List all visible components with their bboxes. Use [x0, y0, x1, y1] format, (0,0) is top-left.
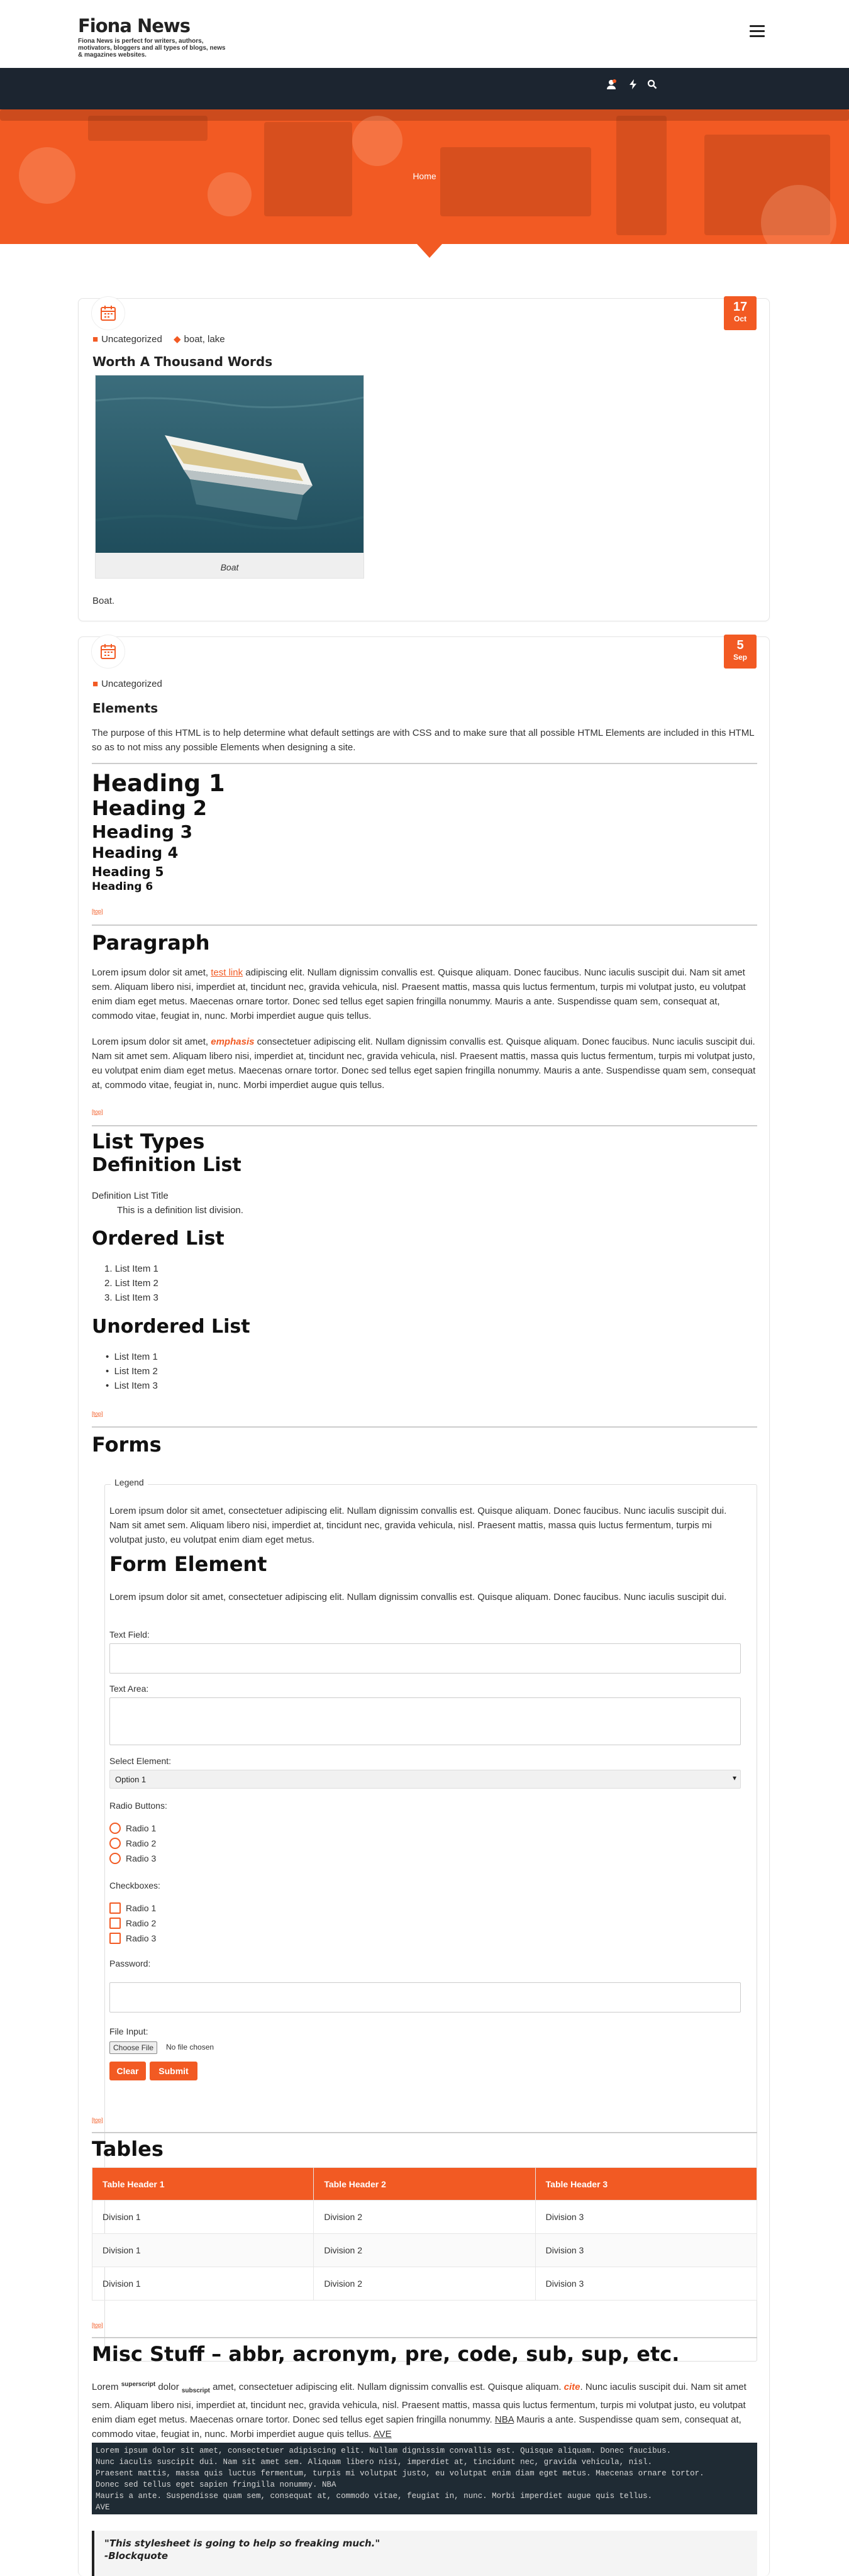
heading-2: Heading 2: [92, 796, 208, 820]
radio-2-label: Radio 2: [126, 1838, 157, 1848]
top-link[interactable]: [top]: [92, 1109, 103, 1115]
hero-pointer: [417, 244, 442, 258]
heading-4: Heading 4: [92, 844, 179, 862]
checkbox-2-label: Radio 2: [126, 1918, 157, 1928]
text-area-label: Text Area:: [109, 1684, 149, 1694]
submit-button[interactable]: Submit: [150, 2062, 197, 2080]
definition-list-title: Definition List: [92, 1154, 241, 1176]
bolt-icon[interactable]: [628, 79, 639, 91]
post-date: 17 Oct: [724, 296, 757, 330]
checkbox-1-label: Radio 1: [126, 1903, 157, 1913]
table-row: [92, 2267, 757, 2301]
misc-paragraph: Lorem $^{superscript}$ dolor $_{subscript}$ amet, consectetuer adipiscing elit. Nullam dignissim convallis est. Quisque aliquam. cite. Nunc iaculis suscipit dui. Nam sit amet sem. Aliquam libero nisi, imperdiet at, tincidunt nec, gravida vehicula, nisl. Praesent mattis, massa quis luctus fermentum, turpis mi volutpat justo, eu volutpat enim diam eget metus. Maecenas ornare tortor. Donec sed tellus eget sapien fringilla nonummy. NBA Mauris a ante. Suspendisse quam sem, consequat at, commodo vitae, feugiat in, nunc. Morbi imperdiet augue quis tellus. AVE: [92, 2381, 746, 2440]
divider: [92, 2132, 757, 2133]
data-table: [92, 2167, 757, 2301]
definition-description: This is a definition list division.: [117, 1205, 243, 1216]
intro-text: The purpose of this HTML is to help determine what default settings are with CSS and to make sure that all possible HTML Elements are included in this HTML so as to not miss any possible Elements when designing a site.: [92, 728, 754, 753]
pre-block: Lorem ipsum dolor sit amet, consectetuer adipiscing elit. Nullam dignissim convallis est. Quisque aliquam. Donec faucibus. Nunc iaculis suscipit dui. Nam sit amet sem. Aliquam libero nisi, imperdiet at, tincidunt nec, gravida vehicula, nisl. Praesent mattis, massa quis luctus fermentum, turpis mi volutpat justo, eu volutpat enim diam eget metus. Maecenas ornare tortor. Donec sed tellus eget sapien fringilla nonummy. NBA Mauris a ante. Suspendisse quam sem, consequat at, commodo vitae, feugiat in, nunc. Morbi imperdiet augue quis tellus. AVE: [92, 2443, 757, 2514]
radio-3-label: Radio 3: [126, 1853, 157, 1863]
table-row: [92, 2201, 757, 2234]
tag-icon: ◆: [173, 334, 181, 345]
ordered-list-title: Ordered List: [92, 1228, 225, 1250]
table-cell: Division 3: [535, 2201, 757, 2234]
folder-icon: ■: [92, 679, 99, 689]
table-cell: Division 2: [314, 2234, 535, 2267]
table-cell: Division 3: [535, 2267, 757, 2301]
image-figure: [95, 375, 364, 579]
breadcrumb[interactable]: Home: [413, 171, 436, 181]
heading-3: Heading 3: [92, 821, 193, 842]
hero-banner: [0, 109, 849, 244]
post-meta: [92, 679, 162, 689]
user-icon[interactable]: [606, 79, 617, 91]
top-link[interactable]: [top]: [92, 2117, 103, 2123]
table-header: Table Header 1: [92, 2168, 314, 2201]
divider: [92, 1426, 757, 1428]
top-link[interactable]: [top]: [92, 1411, 103, 1417]
checkbox-3[interactable]: [109, 1933, 121, 1944]
list-item: 1. List Item 1: [104, 1263, 158, 1274]
table-cell: Division 1: [92, 2267, 314, 2301]
table-cell: Division 1: [92, 2234, 314, 2267]
top-link[interactable]: [top]: [92, 2322, 103, 2328]
file-status: No file chosen: [166, 2043, 214, 2051]
table-header-row: [92, 2168, 757, 2201]
radio-1[interactable]: [109, 1823, 121, 1834]
post-category[interactable]: Uncategorized: [101, 679, 162, 689]
heading-6: Heading 6: [92, 880, 153, 893]
legend-text: Lorem ipsum dolor sit amet, consectetuer adipiscing elit. Nullam dignissim convallis est. Quisque aliquam. Donec faucibus. Nunc iaculis suscipit dui. Nam sit amet sem. Aliquam libero nisi, imperdiet at, tincidunt nec, gravida vehicula, nisl. Praesent mattis, massa quis luctus fermentum, turpis mi volutpat justo, eu volutpat enim diam eget metus.: [109, 1506, 727, 1545]
heading-1: Heading 1: [92, 770, 225, 797]
misc-title: Misc Stuff – abbr, acronym, pre, code, sub, sup, etc.: [92, 2342, 680, 2366]
post-tags[interactable]: boat, lake: [184, 334, 225, 345]
radio-3[interactable]: [109, 1853, 121, 1864]
divider: [92, 1125, 757, 1126]
search-icon[interactable]: [646, 79, 658, 91]
emphasis-text: emphasis: [211, 1036, 255, 1047]
unordered-list-title: Unordered List: [92, 1316, 250, 1338]
choose-file-button[interactable]: Choose File: [109, 2041, 157, 2054]
site-tagline: Fiona News is perfect for writers, authors, motivators, bloggers and all types of blogs, news & magazines websites.: [78, 38, 226, 58]
radio-2[interactable]: [109, 1838, 121, 1849]
image-caption: Boat: [220, 562, 239, 572]
post-category[interactable]: Uncategorized: [101, 334, 162, 345]
password-field[interactable]: [109, 1982, 741, 2012]
text-field-label: Text Field:: [109, 1629, 150, 1640]
forms-title: Forms: [92, 1433, 162, 1457]
post-card: [78, 298, 770, 621]
site-header: [0, 0, 849, 68]
boat-image: [96, 375, 363, 553]
site-title[interactable]: Fiona News: [78, 15, 190, 36]
tables-title: Tables: [92, 2137, 164, 2161]
select-label: Select Element:: [109, 1756, 172, 1766]
post-meta: [92, 333, 225, 345]
paragraph-1: Lorem ipsum dolor sit amet, test link adipiscing elit. Nullam dignissim convallis est. Quisque aliquam. Donec faucibus. Nunc iaculis suscipit dui. Nam sit amet sem. Aliquam libero nisi, imperdiet at, tincidunt nec, gravida vehicula, nisl. Praesent mattis, massa quis luctus fermentum, turpis mi volutpat justo, eu volutpat enim diam eget metus. Maecenas ornare tortor. Donec sed tellus eget sapien fringilla nonummy. Mauris a ante. Suspendisse quam sem, consequat at, commodo vitae, feugiat in, nunc. Morbi imperdiet augue quis tellus.: [92, 967, 746, 1021]
divider: [92, 2337, 757, 2338]
checkbox-2[interactable]: [109, 1918, 121, 1929]
table-header: Table Header 3: [535, 2168, 757, 2201]
table-cell: Division 2: [314, 2267, 535, 2301]
table-cell: Division 1: [92, 2201, 314, 2234]
clear-button[interactable]: Clear: [109, 2062, 146, 2080]
radio-1-label: Radio 1: [126, 1823, 157, 1833]
unordered-list: [106, 1350, 294, 1393]
password-label: Password:: [109, 1958, 151, 1968]
table-row: [92, 2234, 757, 2267]
post-date: 5 Sep: [724, 635, 757, 669]
blockquote: "This stylesheet is going to help so freaking much." -Blockquote: [92, 2531, 757, 2576]
checkbox-1[interactable]: [109, 1902, 121, 1914]
file-input-label: File Input:: [109, 2026, 148, 2036]
post-title[interactable]: Worth A Thousand Words: [92, 354, 273, 369]
checkbox-label: Checkboxes:: [109, 1880, 160, 1890]
chevron-down-icon: ▾: [732, 1774, 736, 1782]
select-element[interactable]: Option 1 ▾: [109, 1770, 741, 1789]
list-item: 2. List Item 2: [104, 1278, 158, 1289]
heading-5: Heading 5: [92, 864, 164, 879]
definition-term: Definition List Title: [92, 1191, 169, 1201]
nav-bar: [0, 68, 849, 109]
divider: [92, 763, 757, 764]
list-item: • List Item 2: [106, 1366, 158, 1377]
table-cell: Division 2: [314, 2201, 535, 2234]
form-element-title: Form Element: [109, 1552, 267, 1576]
test-link[interactable]: test link: [211, 967, 243, 978]
form-legend: Legend: [111, 1477, 148, 1487]
list-types-title: List Types: [92, 1130, 205, 1153]
post-title[interactable]: Elements: [92, 701, 158, 716]
radio-label: Radio Buttons:: [109, 1801, 167, 1811]
folder-icon: ■: [92, 334, 99, 345]
text-area[interactable]: [109, 1697, 741, 1745]
list-item: • List Item 3: [106, 1380, 158, 1391]
top-link[interactable]: [top]: [92, 908, 103, 914]
form-text: Lorem ipsum dolor sit amet, consectetuer adipiscing elit. Nullam dignissim convallis est. Quisque aliquam. Donec faucibus. Nunc iaculis suscipit dui.: [109, 1592, 727, 1602]
ordered-list: [104, 1262, 293, 1305]
list-item: • List Item 1: [106, 1352, 158, 1362]
list-item: 3. List Item 3: [104, 1292, 158, 1303]
text-field[interactable]: [109, 1643, 741, 1674]
post-excerpt: Boat.: [92, 596, 115, 606]
calendar-icon: [91, 296, 125, 330]
calendar-icon: [91, 635, 125, 669]
paragraph-2: Lorem ipsum dolor sit amet, emphasis consectetuer adipiscing elit. Nullam dignissim convallis est. Quisque aliquam. Donec faucibus. Nunc iaculis suscipit dui. Nam sit amet sem. Aliquam libero nisi, imperdiet at, tincidunt nec, gravida vehicula, nisl. Praesent mattis, massa quis luctus fermentum, turpis mi volutpat justo, eu volutpat enim diam eget metus. Maecenas ornare tortor. Donec sed tellus eget sapien fringilla nonummy. Mauris a ante. Suspendisse quam sem, consequat at, commodo vitae, feugiat in, nunc. Morbi imperdiet augue quis tellus.: [92, 1036, 756, 1091]
checkbox-3-label: Radio 3: [126, 1933, 157, 1943]
table-cell: Division 3: [535, 2234, 757, 2267]
paragraph-title: Paragraph: [92, 931, 210, 955]
table-header: Table Header 2: [314, 2168, 535, 2201]
divider: [92, 924, 757, 926]
menu-icon[interactable]: [750, 25, 765, 38]
